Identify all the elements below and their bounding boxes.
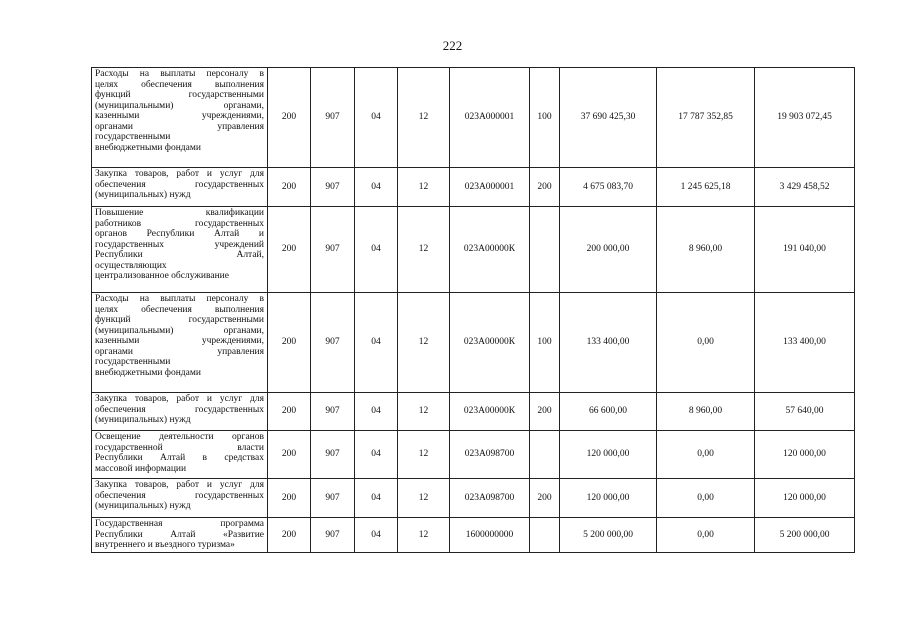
- description-line: органов Республики Алтай и: [95, 229, 264, 239]
- expense-type-code: 200: [530, 393, 560, 431]
- description-line: обеспечения государственных: [95, 490, 264, 501]
- section-code: 04: [355, 518, 398, 553]
- amount-total: 120 000,00: [560, 431, 657, 479]
- section-code: 04: [355, 68, 398, 168]
- subsection-code: 12: [398, 207, 450, 293]
- section-code: 04: [355, 168, 398, 207]
- amount-total: 120 000,00: [560, 479, 657, 518]
- amount-3: 191 040,00: [755, 207, 855, 293]
- amount-2: 1 245 625,18: [657, 168, 755, 207]
- ministry-code: 907: [311, 518, 355, 553]
- description-line: государственных учреждений: [95, 239, 264, 250]
- row-description: [92, 518, 268, 553]
- description-line: государственными: [95, 357, 171, 367]
- description-line: казенными учреждениями,: [95, 111, 264, 121]
- description-line: Государственная программа: [95, 519, 264, 529]
- description-line: Закупка товаров, работ и услуг для: [95, 394, 264, 404]
- description-line: (муниципальных) нужд: [95, 415, 191, 425]
- row-description: [92, 431, 268, 479]
- status-code: 200: [268, 293, 311, 393]
- section-code: 04: [355, 393, 398, 431]
- description-line: (муниципальных) нужд: [95, 190, 191, 200]
- amount-3: 120 000,00: [755, 479, 855, 518]
- description-line: Расходы на выплаты персоналу в: [95, 294, 264, 304]
- section-code: 04: [355, 293, 398, 393]
- table-row: [92, 168, 855, 207]
- expense-type-code: 100: [530, 293, 560, 393]
- description-line: государственной власти: [95, 442, 264, 453]
- description-line: обеспечения государственных: [95, 179, 264, 190]
- description-line: (муниципальными) органами,: [95, 100, 264, 111]
- ministry-code: 907: [311, 431, 355, 479]
- target-article-code: 1600000000: [450, 518, 530, 553]
- amount-2: 17 787 352,85: [657, 68, 755, 168]
- row-description: [92, 479, 268, 518]
- description-line: функций государственными: [95, 90, 264, 100]
- ministry-code: 907: [311, 479, 355, 518]
- description-line: Республики Алтай «Развитие: [95, 529, 264, 540]
- target-article-code: 023А000001: [450, 68, 530, 168]
- table-body: [92, 68, 855, 553]
- expense-type-code: [530, 518, 560, 553]
- amount-2: 8 960,00: [657, 207, 755, 293]
- row-description: [92, 393, 268, 431]
- section-code: 04: [355, 431, 398, 479]
- description-line: функций государственными: [95, 315, 264, 325]
- amount-2: 0,00: [657, 479, 755, 518]
- description-line: Закупка товаров, работ и услуг для: [95, 480, 264, 490]
- description-line: Республики Алтай,: [95, 250, 264, 260]
- status-code: 200: [268, 168, 311, 207]
- amount-2: 0,00: [657, 293, 755, 393]
- description-line: (муниципальных) нужд: [95, 501, 191, 511]
- target-article-code: 023А098700: [450, 479, 530, 518]
- amount-3: 133 400,00: [755, 293, 855, 393]
- description-line: Закупка товаров, работ и услуг для: [95, 169, 264, 179]
- status-code: 200: [268, 207, 311, 293]
- expense-type-code: 100: [530, 68, 560, 168]
- row-description: [92, 207, 268, 293]
- amount-total: 133 400,00: [560, 293, 657, 393]
- amount-total: 4 675 083,70: [560, 168, 657, 207]
- budget-table: [91, 67, 855, 553]
- description-line: целях обеспечения выполнения: [95, 79, 264, 90]
- target-article-code: 023А00000К: [450, 393, 530, 431]
- description-line: целях обеспечения выполнения: [95, 304, 264, 315]
- description-line: органами управления: [95, 121, 264, 132]
- description-line: казенными учреждениями,: [95, 336, 264, 346]
- expense-type-code: 200: [530, 479, 560, 518]
- table-row: [92, 393, 855, 431]
- description-line: массовой информации: [95, 463, 187, 474]
- ministry-code: 907: [311, 393, 355, 431]
- table-row: [92, 68, 855, 168]
- description-line: Повышение квалификации: [95, 208, 264, 218]
- table-row: [92, 479, 855, 518]
- description-line: (муниципальными) органами,: [95, 325, 264, 336]
- subsection-code: 12: [398, 68, 450, 168]
- section-code: 04: [355, 207, 398, 293]
- description-line: государственными: [95, 132, 171, 142]
- description-line: Расходы на выплаты персоналу в: [95, 69, 264, 79]
- status-code: 200: [268, 393, 311, 431]
- amount-3: 3 429 458,52: [755, 168, 855, 207]
- subsection-code: 12: [398, 168, 450, 207]
- table-row: [92, 518, 855, 553]
- target-article-code: 023А00000К: [450, 293, 530, 393]
- amount-2: 8 960,00: [657, 393, 755, 431]
- description-line: Освещение деятельности органов: [95, 432, 264, 442]
- status-code: 200: [268, 518, 311, 553]
- page-number: 222: [442, 38, 463, 53]
- status-code: 200: [268, 431, 311, 479]
- description-line: обеспечения государственных: [95, 404, 264, 415]
- expense-type-code: [530, 431, 560, 479]
- amount-3: 5 200 000,00: [755, 518, 855, 553]
- status-code: 200: [268, 68, 311, 168]
- description-line: внебюджетными фондами: [95, 142, 201, 153]
- row-description: [92, 168, 268, 207]
- status-code: 200: [268, 479, 311, 518]
- ministry-code: 907: [311, 293, 355, 393]
- row-description: [92, 68, 268, 168]
- subsection-code: 12: [398, 431, 450, 479]
- amount-2: 0,00: [657, 431, 755, 479]
- target-article-code: 023А000001: [450, 168, 530, 207]
- table-row: [92, 293, 855, 393]
- ministry-code: 907: [311, 207, 355, 293]
- amount-3: 19 903 072,45: [755, 68, 855, 168]
- table-row: [92, 207, 855, 293]
- description-line: централизованное обслуживание: [95, 271, 229, 281]
- amount-total: 200 000,00: [560, 207, 657, 293]
- subsection-code: 12: [398, 479, 450, 518]
- ministry-code: 907: [311, 168, 355, 207]
- description-line: Республики Алтай в средствах: [95, 453, 264, 463]
- section-code: 04: [355, 479, 398, 518]
- amount-total: 37 690 425,30: [560, 68, 657, 168]
- amount-total: 66 600,00: [560, 393, 657, 431]
- description-line: внутреннего и въездного туризма»: [95, 540, 235, 550]
- subsection-code: 12: [398, 293, 450, 393]
- description-line: работников государственных: [95, 218, 264, 229]
- description-line: осуществляющих: [95, 260, 167, 271]
- table-row: [92, 431, 855, 479]
- ministry-code: 907: [311, 68, 355, 168]
- subsection-code: 12: [398, 518, 450, 553]
- description-line: внебюджетными фондами: [95, 367, 201, 378]
- target-article-code: 023А00000К: [450, 207, 530, 293]
- subsection-code: 12: [398, 393, 450, 431]
- row-description: [92, 293, 268, 393]
- expense-type-code: 200: [530, 168, 560, 207]
- expense-type-code: [530, 207, 560, 293]
- amount-3: 57 640,00: [755, 393, 855, 431]
- amount-total: 5 200 000,00: [560, 518, 657, 553]
- target-article-code: 023А098700: [450, 431, 530, 479]
- amount-2: 0,00: [657, 518, 755, 553]
- description-line: органами управления: [95, 346, 264, 357]
- amount-3: 120 000,00: [755, 431, 855, 479]
